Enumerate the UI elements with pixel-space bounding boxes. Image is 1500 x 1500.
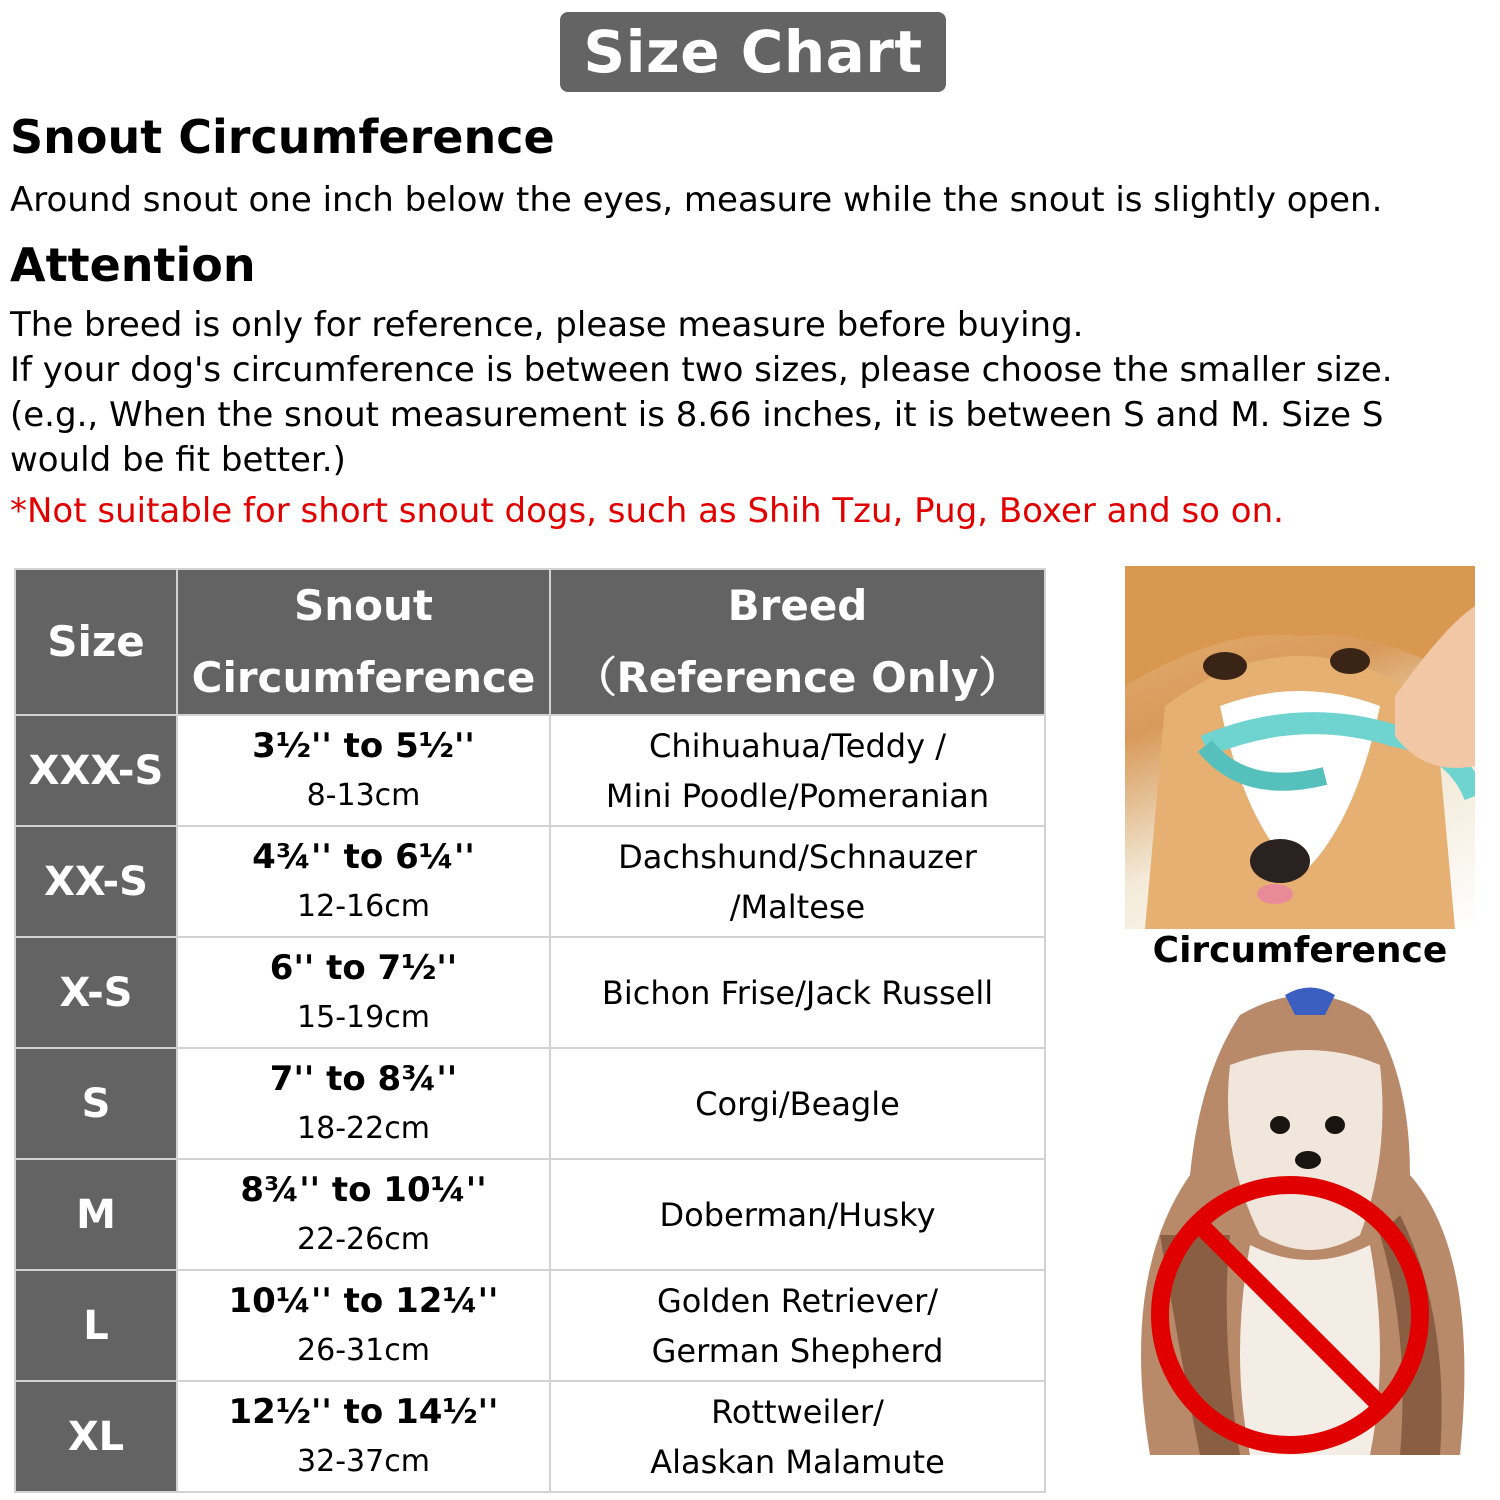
size-cell: X-S — [15, 937, 177, 1048]
dog-snout-measuring-photo — [1125, 566, 1475, 929]
breed-cell — [550, 826, 1045, 937]
measurement-inches: 3½'' to 5½'' — [252, 725, 475, 766]
measurement-cell — [177, 937, 550, 1048]
warning-text: *Not suitable for short snout dogs, such as Shih Tzu, Pug, Boxer and so on. — [10, 491, 1284, 531]
no-short-snout-dog-icon — [1120, 975, 1500, 1485]
measurement-cm: 8-13cm — [306, 777, 421, 813]
page-title: Size Chart — [560, 12, 946, 92]
size-cell: XX-S — [15, 826, 177, 937]
size-cell: XL — [15, 1381, 177, 1492]
breed-cell — [550, 937, 1045, 1048]
breed-line-2: Mini Poodle/Pomeranian — [605, 776, 990, 815]
measurement-inches: 8¾'' to 10¼'' — [240, 1169, 487, 1210]
breed-line-1: Rottweiler/ — [711, 1392, 884, 1431]
measurement-cm: 26-31cm — [297, 1332, 430, 1368]
measurement-inches: 12½'' to 14½'' — [228, 1391, 499, 1432]
dog-measure-illustration — [1125, 566, 1475, 929]
size-cell: XXX-S — [15, 715, 177, 826]
measurement-cell — [177, 1048, 550, 1159]
size-cell: L — [15, 1270, 177, 1381]
attention-line-3: (e.g., When the snout measurement is 8.66 inches, it is between S and M. Size S — [10, 395, 1384, 435]
breed-line-1: Dachshund/Schnauzer — [618, 837, 977, 876]
breed-cell — [550, 1159, 1045, 1270]
header-breed-line-2: （Reference Only） — [574, 653, 1021, 702]
circumference-caption: Circumference — [1152, 930, 1448, 971]
measurement-inches: 4¾'' to 6¼'' — [252, 836, 475, 877]
size-cell: S — [15, 1048, 177, 1159]
size-cell: M — [15, 1159, 177, 1270]
table-row — [15, 715, 1045, 826]
breed-line-1: Golden Retriever/ — [656, 1281, 939, 1320]
measurement-inches: 7'' to 8¾'' — [269, 1058, 458, 1099]
attention-line-1: The breed is only for reference, please measure before buying. — [10, 305, 1084, 345]
breed-line-1: Corgi/Beagle — [695, 1084, 900, 1123]
measurement-cell — [177, 1270, 550, 1381]
measurement-cm: 15-19cm — [297, 999, 430, 1035]
breed-cell — [550, 1048, 1045, 1159]
measurement-cm: 12-16cm — [297, 888, 430, 924]
table-row — [15, 826, 1045, 937]
table-row — [15, 1270, 1045, 1381]
header-snout-line-1: Snout — [294, 581, 433, 630]
table-row — [15, 1381, 1045, 1492]
breed-cell — [550, 1270, 1045, 1381]
table-row — [15, 1048, 1045, 1159]
snout-heading: Snout Circumference — [10, 110, 555, 164]
header-snout-line-2: Circumference — [191, 653, 536, 702]
breed-line-1: Chihuahua/Teddy / — [649, 726, 946, 765]
size-table — [14, 568, 1046, 1493]
breed-cell — [550, 715, 1045, 826]
breed-line-2: Alaskan Malamute — [650, 1442, 945, 1481]
measurement-cm: 22-26cm — [297, 1221, 430, 1257]
breed-line-2: /Maltese — [729, 887, 866, 926]
breed-cell — [550, 1381, 1045, 1492]
table-row — [15, 1159, 1045, 1270]
measurement-cell — [177, 715, 550, 826]
breed-line-2: German Shepherd — [651, 1331, 944, 1370]
measurement-cell — [177, 826, 550, 937]
measurement-cell — [177, 1381, 550, 1492]
header-size: Size — [15, 569, 177, 715]
measurement-cm: 32-37cm — [297, 1443, 430, 1479]
header-breed-line-1: Breed — [727, 581, 868, 630]
table-row — [15, 937, 1045, 1048]
header-breed — [550, 569, 1045, 715]
breed-line-1: Bichon Frise/Jack Russell — [601, 973, 994, 1012]
measurement-inches: 6'' to 7½'' — [269, 947, 458, 988]
measurement-inches: 10¼'' to 12¼'' — [228, 1280, 499, 1321]
snout-description: Around snout one inch below the eyes, measure while the snout is slightly open. — [10, 180, 1383, 220]
attention-heading: Attention — [10, 238, 256, 292]
header-snout — [177, 569, 550, 715]
attention-line-4: would be fit better.) — [10, 440, 346, 480]
measurement-cm: 18-22cm — [297, 1110, 430, 1146]
breed-line-1: Doberman/Husky — [659, 1195, 936, 1234]
table-header-row — [15, 569, 1045, 715]
prohibited-dog-illustration — [1120, 975, 1500, 1485]
attention-line-2: If your dog's circumference is between two sizes, please choose the smaller size. — [10, 350, 1393, 390]
measurement-cell — [177, 1159, 550, 1270]
